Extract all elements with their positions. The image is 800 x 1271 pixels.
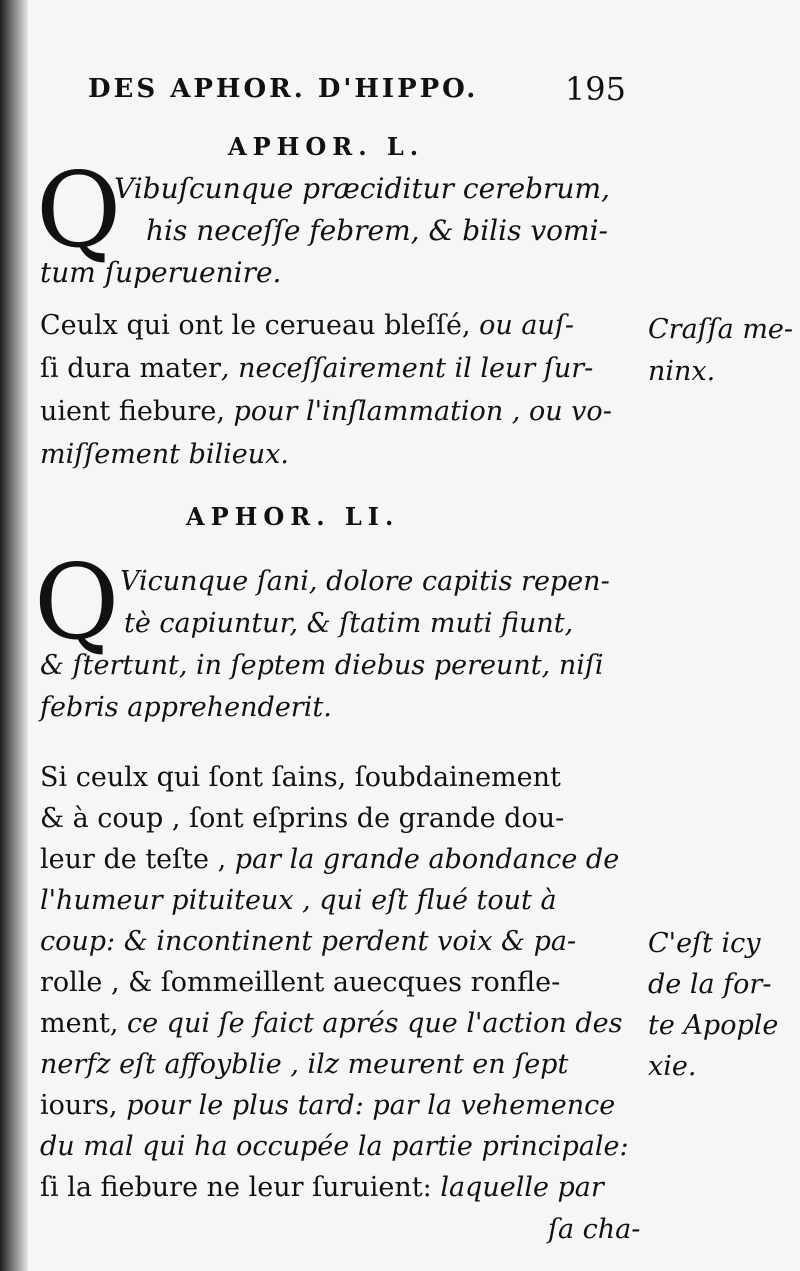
drop-cap-initial: Q <box>34 541 120 663</box>
french-line <box>40 1090 615 1121</box>
roman-text: ment, <box>40 1008 127 1039</box>
marginal-note-line: xie. <box>648 1051 697 1082</box>
italic-gloss: l'humeur pituiteux , qui eſt flué tout à <box>40 885 557 916</box>
roman-text: Ceulx qui ont le cerueau bleſſé, <box>40 310 480 341</box>
french-line <box>40 926 576 957</box>
italic-gloss: pour le plus tard: par la vehemence <box>126 1090 616 1121</box>
french-line <box>40 1049 568 1080</box>
roman-text: iours, <box>40 1090 127 1121</box>
latin-line: tè capiuntur, & ſtatim muti fiunt, <box>124 608 574 639</box>
marginal-note-line: te Apople <box>648 1010 779 1041</box>
roman-text: & à coup , ſont eſprins de grande dou- <box>40 803 565 834</box>
french-line <box>40 353 593 384</box>
italic-gloss: pour l'inſlammation , ou vo- <box>233 396 612 427</box>
italic-gloss: par la grande abondance de <box>234 844 620 875</box>
french-line <box>40 1172 604 1203</box>
marginal-note-line: C'eſt icy <box>648 928 761 959</box>
latin-line: Vibuſcunque præciditur cerebrum, <box>114 172 610 205</box>
french-line <box>40 1131 629 1162</box>
italic-gloss: miſſement bilieux. <box>40 439 289 470</box>
latin-line: & ſtertunt, in ſeptem diebus pereunt, niſi <box>40 650 604 681</box>
latin-line: Vicunque ſani, dolore capitis repen- <box>120 566 610 597</box>
french-line <box>40 1008 622 1039</box>
aphorism-heading: APHOR. L. <box>228 132 425 161</box>
marginal-note-line: de la for- <box>648 969 772 1000</box>
italic-gloss: ou auſ- <box>479 310 574 341</box>
french-line <box>40 967 560 998</box>
latin-line: tum ſuperuenire. <box>40 256 282 289</box>
french-line <box>40 885 557 916</box>
french-line <box>40 310 574 341</box>
running-title: DES APHOR. D'HIPPO. <box>88 74 479 104</box>
italic-gloss: , neceſſairement il leur ſur- <box>220 353 594 384</box>
roman-text: ſi dura mater <box>40 353 221 384</box>
italic-gloss: du mal qui ha occupée la partie principale: <box>40 1131 629 1162</box>
italic-gloss: coup: & incontinent perdent voix & pa- <box>40 926 577 957</box>
roman-text: rolle , & ſommeillent auecques ronfle- <box>40 967 561 998</box>
marginal-note-line: Craſſa me- <box>648 314 794 345</box>
italic-gloss: ce qui ſe faict aprés que l'action des <box>127 1008 623 1039</box>
french-line <box>40 844 619 875</box>
latin-line: his neceſſe febrem, & bilis vomi- <box>146 214 608 247</box>
french-line <box>40 396 612 427</box>
french-line <box>40 762 561 793</box>
drop-cap-initial: Q <box>36 149 122 271</box>
french-line <box>40 803 564 834</box>
french-line <box>40 439 289 470</box>
running-header <box>88 70 636 110</box>
italic-gloss: laquelle par <box>440 1172 604 1203</box>
italic-gloss: nerfz eſt affoyblie , ilz meurent en ſept <box>40 1049 569 1080</box>
page-number: 195 <box>564 70 626 108</box>
catchword: ſa cha- <box>548 1214 641 1245</box>
roman-text: ſi la fiebure ne leur ſuruient: <box>40 1172 441 1203</box>
roman-text: Si ceulx qui ſont ſains, ſoubdainement <box>40 762 561 793</box>
marginal-note-line: ninx. <box>648 356 716 387</box>
aphorism-heading: APHOR. LI. <box>186 502 400 531</box>
roman-text: leur de teſte , <box>40 844 235 875</box>
bleed-through-text <box>40 112 47 137</box>
roman-text: uient fiebure, <box>40 396 234 427</box>
binding-gutter-shadow <box>0 0 28 1271</box>
latin-line: febris apprehenderit. <box>40 692 332 723</box>
